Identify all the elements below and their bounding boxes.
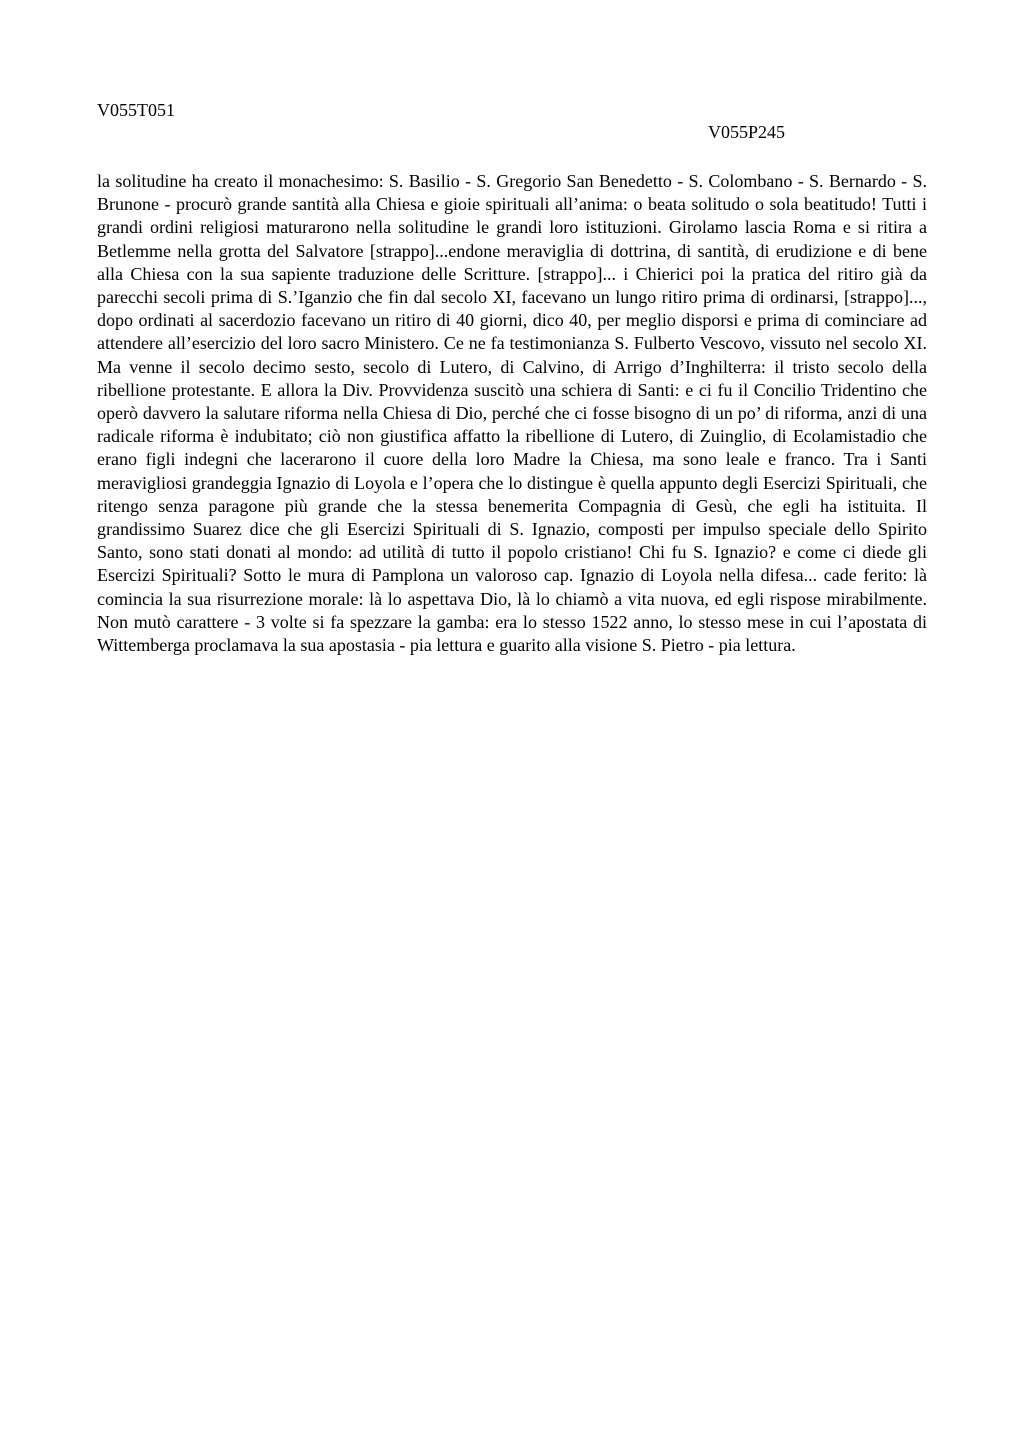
- page-id: V055P245: [708, 122, 786, 142]
- document-id: V055T051: [97, 100, 175, 120]
- body-paragraph: la solitudine ha creato il monachesimo: S. Basilio - S. Gregorio San Benedetto - S. Colombano - S. Bernardo - S. Brunone - procurò grande santità alla Chiesa e gioie spirituali all’anima: o beata solitudo o sola beatitudo! Tutti i grandi ordini religiosi maturarono nella solitudine le grandi loro istituzioni. Girolamo lascia Roma e si ritira a Betlemme nella grotta del Salvatore [strappo]...endone meraviglia di dottrina, di santità, di erudizione e di bene alla Chiesa con la sua sapiente traduzione delle Scritture. [strappo]... i Chierici poi la pratica del ritiro già da parecchi secoli prima di S.’Iganzio che fin dal secolo XI, facevano un lungo ritiro prima di ordinarsi, [strappo]..., dopo ordinati al sacerdozio facevano un ritiro di 40 giorni, dico 40, per meglio disporsi e prima di cominciare ad attendere all’esercizio del loro sacro Ministero. Ce ne fa testimonianza S. Fulberto Vescovo, vissuto nel secolo XI. Ma venne il secolo decimo sesto, secolo di Lutero, di Calvino, di Arrigo d’Inghilterra: il tristo secolo della ribellione protestante. E allora la Div. Provvidenza suscitò una schiera di Santi: e ci fu il Concilio Tridentino che operò davvero la salutare riforma nella Chiesa di Dio, perché che ci fosse bisogno di un po’ di riforma, anzi di una radicale riforma è indubitato; ciò non giustifica affatto la ribellione di Lutero, di Zuinglio, di Ecolamistadio che erano figli indegni che lacerarono il cuore della loro Madre la Chiesa, ma sono leale e franco. Tra i Santi meravigliosi grandeggia Ignazio di Loyola e l’opera che lo distingue è quella appunto degli Esercizi Spirituali, che ritengo senza paragone più grande che la stessa benemerita Compagnia di Gesù, che egli ha istituita. Il grandissimo Suarez dice che gli Esercizi Spirituali di S. Ignazio, composti per impulso speciale dello Spirito Santo, sono stati donati al mondo: ad utilità di tutto il popolo cristiano! Chi fu S. Ignazio? e come ci diede gli Esercizi Spirituali? Sotto le mura di Pamplona un valoroso cap. Ignazio di Loyola nella difesa... cade ferito: là comincia la sua risurrezione morale: là lo aspettava Dio, là lo chiamò a vita nuova, ed egli rispose mirabilmente. Non mutò carattere - 3 volte si fa spezzare la gamba: era lo stesso 1522 anno, lo stesso mese in cui l’apostata di Wittemberga proclamava la sua apostasia - pia lettura e guarito alla visione S. Pietro - pia lettura.: [97, 171, 927, 656]
